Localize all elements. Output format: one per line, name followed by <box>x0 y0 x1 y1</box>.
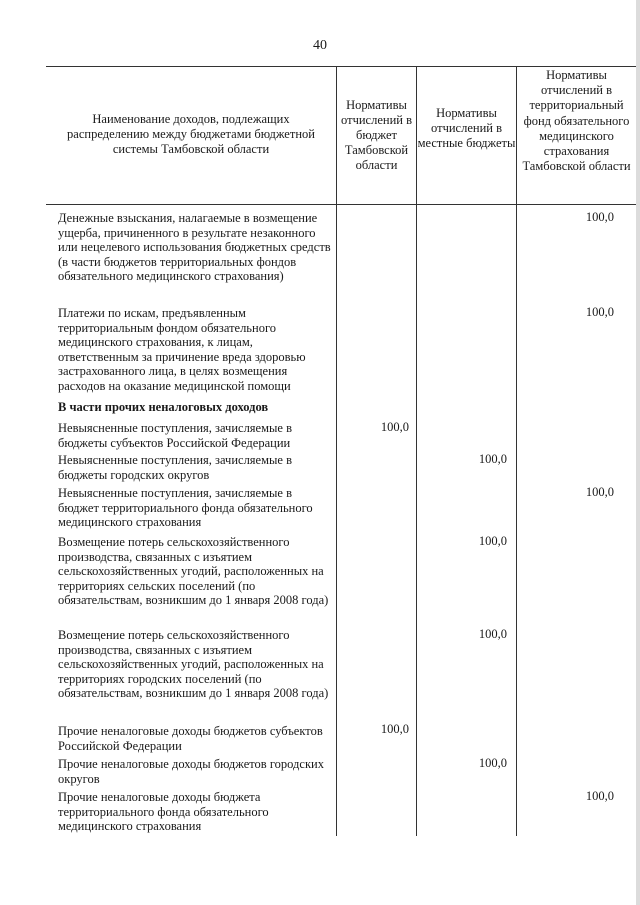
local-value: 100,0 <box>478 534 507 548</box>
table-row-name: Прочие неналоговые доходы бюджетов субъектов Российской Федерации <box>58 724 323 753</box>
table-row-name: Невыясненные поступления, зачисляемые в бюджет территориального фонда обязательного медицинского страхования <box>58 486 313 530</box>
table-row-name: Невыясненные поступления, зачисляемые в бюджеты субъектов Российской Федерации <box>58 421 292 450</box>
header-income-name: Наименование доходов, подлежащих распределению между бюджетами бюджетной системы Тамбовской области <box>67 112 315 156</box>
tfoms-value: 100,0 <box>585 485 614 499</box>
regional-value: 100,0 <box>380 722 409 736</box>
table-row-name: Прочие неналоговые доходы бюджетов городских округов <box>58 757 324 786</box>
column-divider-3 <box>516 66 517 836</box>
header-local-budgets: Нормативы отчислений в местные бюджеты <box>417 106 516 150</box>
header-bottom-border <box>46 204 636 205</box>
section-heading: В части прочих неналоговых доходов <box>58 400 269 414</box>
table-row-name: Возмещение потерь сельскохозяйственного производства, связанных с изъятием сельскохозяйственных угодий, расположенных на территориях городских поселений (по обязательствам, возникшим до 1 января 2008 года) <box>58 628 329 701</box>
local-value: 100,0 <box>478 452 507 466</box>
table-row-name: Невыясненные поступления, зачисляемые в бюджеты городских округов <box>58 453 292 482</box>
local-value: 100,0 <box>478 627 507 641</box>
column-divider-1 <box>336 66 337 836</box>
header-regional-budget: Нормативы отчислений в бюджет Тамбовской области <box>341 98 412 172</box>
header-tfoms: Нормативы отчислений в территориальный фонд обязательного медицинского страхования Тамбовской области <box>522 68 631 174</box>
regional-value: 100,0 <box>380 420 409 434</box>
table-top-border <box>46 66 636 67</box>
tfoms-value: 100,0 <box>585 305 614 319</box>
local-value: 100,0 <box>478 756 507 770</box>
tfoms-value: 100,0 <box>585 210 614 224</box>
tfoms-value: 100,0 <box>585 789 614 803</box>
table-row-name: Денежные взыскания, налагаемые в возмещение ущерба, причиненного в результате незаконного или нецелевого использования бюджетных средств (в части бюджетов территориальных фондов обязательного медицинского страхования) <box>58 211 331 284</box>
page-number: 40 <box>313 38 327 53</box>
column-divider-2 <box>416 66 417 836</box>
scan-edge <box>636 0 640 905</box>
table-row-name: Платежи по искам, предъявленным территориальным фондом обязательного медицинского страхования, к лицам, ответственным за причинение вреда здоровью застрахованного лица, в целях возмещения расходов на оказание медицинской помощи <box>58 306 306 393</box>
table-row-name: Прочие неналоговые доходы бюджета территориального фонда обязательного медицинского страхования <box>58 790 269 834</box>
table-row-name: Возмещение потерь сельскохозяйственного производства, связанных с изъятием сельскохозяйственных угодий, расположенных на территориях сельских поселений (по обязательствам, возникшим до 1 января 2008 года) <box>58 535 329 608</box>
